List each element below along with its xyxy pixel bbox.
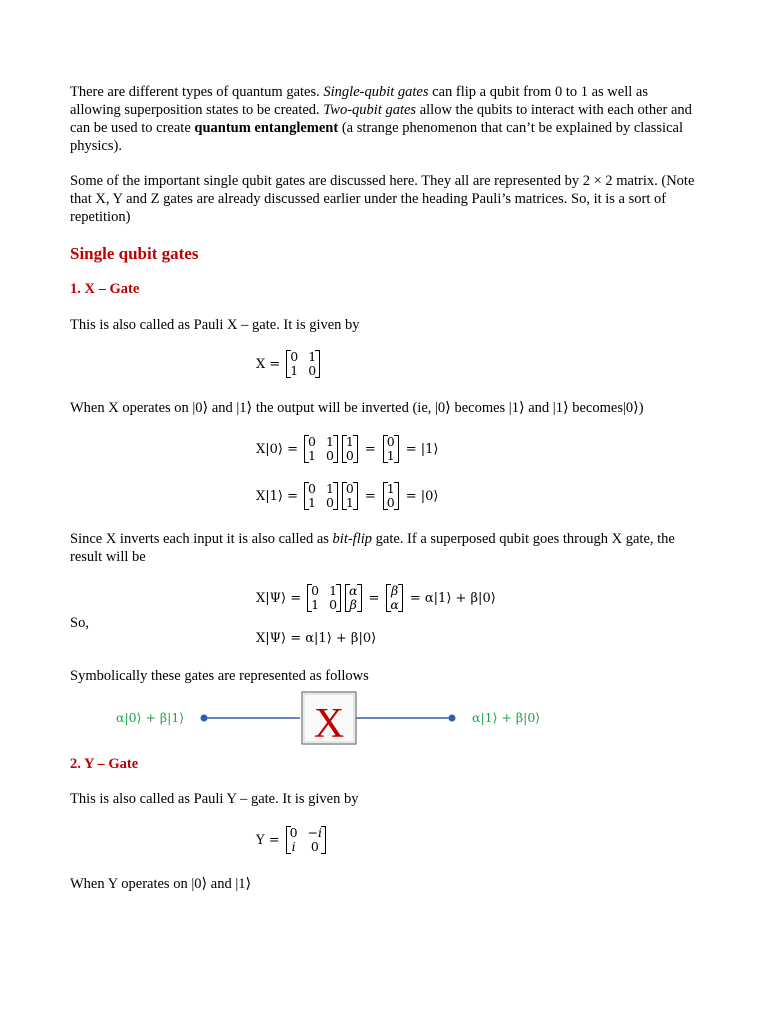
- matrix-cell: 0: [325, 495, 334, 510]
- y-matrix-equation: [256, 826, 328, 854]
- matrix-cell: 1: [308, 349, 317, 364]
- result-ket: = |0⟩: [405, 488, 439, 504]
- vector-cell: 0: [386, 495, 395, 510]
- eq-lhs: Y =: [256, 832, 280, 848]
- intro-text-2: can flip a qubit from 0 to 1 as well as allowing superposition states to be created.: [70, 84, 648, 118]
- intro-text-1: There are different types of quantum gates.: [70, 84, 324, 100]
- result-vector: [386, 584, 402, 612]
- so-text: So,: [70, 615, 89, 631]
- matrix-cell: 0: [308, 434, 316, 449]
- result-vector: [383, 435, 399, 463]
- matrix-cell: 0: [308, 481, 316, 496]
- vector-cell: 1: [386, 448, 395, 463]
- x-matrix: [286, 350, 320, 378]
- y-gate-heading: 2. Y – Gate: [70, 756, 139, 772]
- circuit-output-label: [472, 709, 540, 727]
- equals-sign: =: [364, 488, 376, 504]
- matrix-cell: 1: [329, 583, 338, 598]
- vector-cell: 0: [386, 434, 395, 449]
- y-gate-description: This is also called as Pauli Y – gate. It is given by: [70, 791, 359, 807]
- x-ket0-equation: [256, 435, 438, 463]
- y-matrix: [286, 826, 326, 854]
- result-expression: = α|1⟩ + β|0⟩: [409, 590, 496, 606]
- matrix-cell: 0: [325, 448, 334, 463]
- output-node: [449, 715, 456, 722]
- eq-lhs: X|Ψ⟩ =: [256, 590, 302, 606]
- eq-lhs: X =: [256, 356, 281, 372]
- matrix-cell: i: [291, 839, 296, 854]
- x-operation-text: When X operates on |0⟩ and |1⟩ the output will be inverted (ie, |0⟩ becomes |1⟩ and |1⟩ becomes|0⟩): [70, 400, 644, 416]
- matrix-cell: 1: [308, 448, 316, 463]
- result-ket: = |1⟩: [405, 441, 439, 457]
- matrix-cell: 1: [308, 495, 316, 510]
- result-vector: [383, 482, 399, 510]
- vector-cell: 0: [345, 481, 354, 496]
- intro-text-3: allow the qubits to interact with each other and can be used to create: [70, 102, 692, 136]
- circuit-input-label: [116, 709, 184, 727]
- bit-flip-text-1: Since X inverts each input it is also called as: [70, 531, 333, 547]
- vector-cell: 1: [345, 495, 354, 510]
- x-matrix: [307, 584, 341, 612]
- matrix-cell: 0: [290, 349, 299, 364]
- intro-text-4: (a strange phenomenon that can’t be explained by classical physics).: [70, 120, 683, 154]
- x-matrix: [304, 482, 338, 510]
- x-gate-heading: 1. X – Gate: [70, 281, 140, 297]
- input-vector: [345, 584, 361, 612]
- bit-flip-paragraph: [70, 530, 700, 566]
- intro-paragraph: [70, 83, 700, 155]
- bit-flip-text-2: gate. If a superposed qubit goes through X gate, the result will be: [70, 531, 675, 565]
- matrix-cell: 0: [329, 597, 338, 612]
- input-vector: [342, 435, 358, 463]
- x-psi-equation: [256, 584, 496, 612]
- vector-cell: α: [349, 583, 358, 598]
- matrix-cell: 0: [311, 583, 320, 598]
- gate-letter: X: [313, 701, 345, 747]
- vector-cell: 1: [386, 481, 395, 496]
- equals-sign: =: [368, 590, 380, 606]
- matrix-cell: 1: [311, 597, 320, 612]
- matrix-cell: 0: [310, 839, 319, 854]
- symbolic-text: Symbolically these gates are represented as follows: [70, 668, 369, 684]
- second-paragraph: Some of the important single qubit gates are discussed here. They all are represented by 2 × 2 matrix. (Note that X, Y and Z gates are already discussed earlier under the heading Pauli’s matrices. So, it is a sort of repetition): [70, 173, 695, 225]
- matrix-cell: 1: [290, 363, 299, 378]
- matrix-cell: 0: [308, 363, 317, 378]
- x-matrix-equation: [256, 350, 322, 378]
- input-node: [201, 715, 208, 722]
- matrix-cell: 1: [325, 434, 334, 449]
- matrix-cell: −i: [307, 825, 323, 840]
- matrix-cell: 0: [289, 825, 298, 840]
- equals-sign: =: [364, 441, 376, 457]
- x-psi-result: X|Ψ⟩ = α|1⟩ + β|0⟩: [256, 631, 377, 646]
- eq-lhs: X|1⟩ =: [256, 488, 299, 504]
- eq-lhs: X|0⟩ =: [256, 441, 299, 457]
- intro-emphasis-1: Single-qubit gates: [323, 84, 429, 100]
- x-gate-circuit: [190, 690, 460, 750]
- intro-bold: quantum entanglement: [194, 120, 339, 136]
- vector-cell: β: [349, 597, 357, 612]
- input-vector: [342, 482, 358, 510]
- x-gate-description: This is also called as Pauli X – gate. It is given by: [70, 317, 360, 333]
- intro-emphasis-2: Two-qubit gates: [323, 102, 417, 118]
- vector-cell: β: [391, 583, 399, 598]
- x-ket1-equation: [256, 482, 438, 510]
- y-operation-text: When Y operates on |0⟩ and |1⟩: [70, 876, 252, 892]
- output-state: α|1⟩ + β|0⟩: [472, 710, 541, 725]
- x-matrix: [304, 435, 338, 463]
- vector-cell: 1: [345, 434, 354, 449]
- section-title: Single qubit gates: [70, 244, 199, 263]
- bit-flip-emphasis: bit-flip: [332, 531, 373, 547]
- input-state: α|0⟩ + β|1⟩: [116, 710, 185, 725]
- vector-cell: α: [390, 597, 399, 612]
- vector-cell: 0: [345, 448, 354, 463]
- matrix-cell: 1: [325, 481, 334, 496]
